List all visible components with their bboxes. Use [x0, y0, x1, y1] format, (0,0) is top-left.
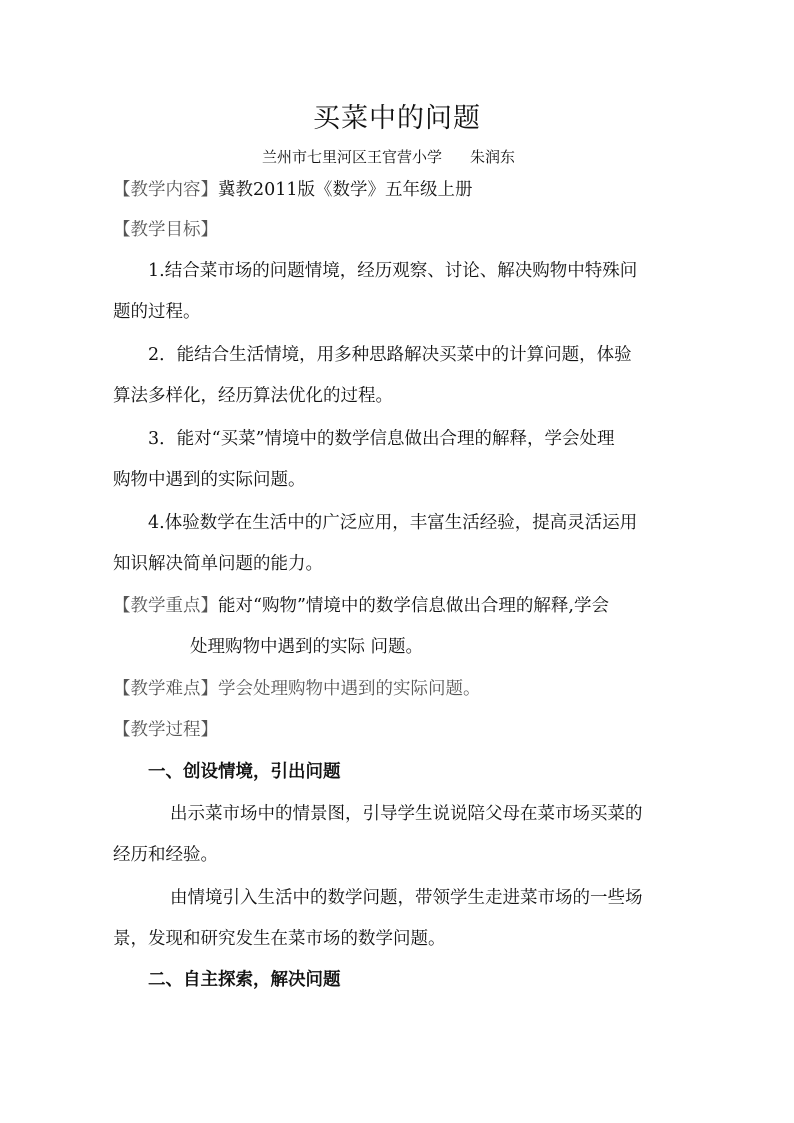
difficulty-text: 学会处理购物中遇到的实际问题。 — [218, 679, 481, 699]
goal-3-line-1: 3．能对“买菜”情境中的数学信息做出合理的解释，学会处理 — [148, 429, 615, 449]
teaching-goals-label: 【教学目标】 — [113, 220, 218, 240]
teaching-content — [113, 178, 473, 202]
section-1-para-1-line-2: 经历和经验。 — [113, 845, 218, 865]
goal-4-line-1: 4.体验数学在生活中的广泛应用，丰富生活经验，提高灵活运用 — [148, 513, 638, 533]
author-school: 兰州市七里河区王官营小学 — [262, 148, 443, 166]
author-name: 朱润东 — [470, 148, 516, 166]
difficulty — [113, 677, 481, 701]
key-points-line-2: 处理购物中遇到的实际 问题。 — [190, 637, 424, 657]
key-points — [113, 594, 609, 618]
key-points-label: 【教学重点】 — [113, 596, 218, 616]
goal-2-line-2: 算法多样化，经历算法优化的过程。 — [113, 386, 393, 406]
section-1-heading: 一、创设情境，引出问题 — [148, 762, 341, 782]
goal-2-line-1: 2．能结合生活情境，用多种思路解决买菜中的计算问题，体验 — [148, 345, 632, 365]
goal-1-line-1: 1.结合菜市场的问题情境，经历观察、讨论、解决购物中特殊问 — [148, 261, 638, 281]
section-2-heading: 二、自主探索，解决问题 — [148, 970, 341, 990]
document-title: 买菜中的问题 — [313, 103, 481, 134]
teaching-process-label: 【教学过程】 — [113, 720, 218, 740]
key-points-text: 能对“购物”情境中的数学信息做出合理的解释,学会 — [218, 596, 609, 616]
difficulty-label: 【教学难点】 — [113, 679, 218, 699]
author-line — [262, 146, 515, 167]
teaching-content-text: 冀教2011版《数学》五年级上册 — [218, 180, 473, 200]
goal-1-line-2: 题的过程。 — [113, 302, 201, 322]
teaching-content-label: 【教学内容】 — [113, 180, 218, 200]
section-1-para-2-line-1: 由情境引入生活中的数学问题，带领学生走进菜市场的一些场 — [170, 888, 643, 908]
section-1-para-2-line-2: 景，发现和研究发生在菜市场的数学问题。 — [113, 929, 446, 949]
goal-4-line-2: 知识解决简单问题的能力。 — [113, 554, 323, 574]
goal-3-line-2: 购物中遇到的实际问题。 — [113, 470, 306, 490]
section-1-para-1-line-1: 出示菜市场中的情景图，引导学生说说陪父母在菜市场买菜的 — [170, 804, 643, 824]
